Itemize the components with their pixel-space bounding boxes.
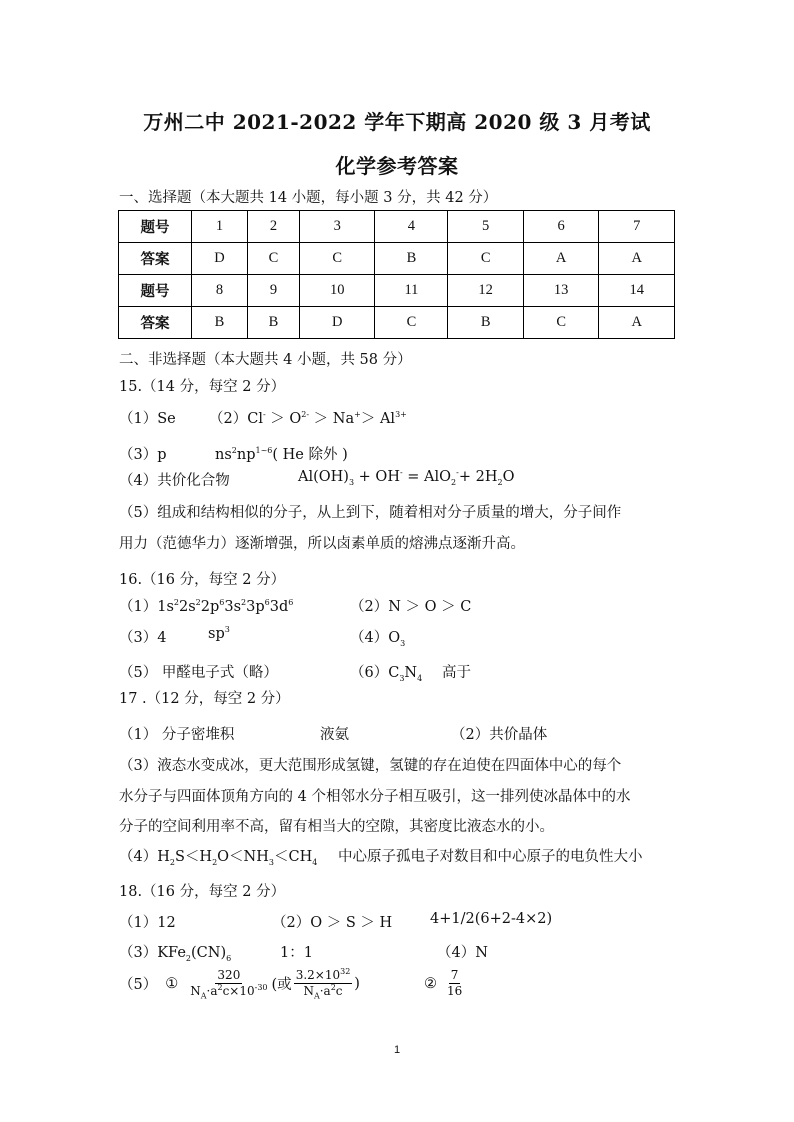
q18-answer-2b: 4+1/2(6+2-4×2) — [430, 911, 553, 927]
table-row — [119, 211, 675, 243]
table-row — [119, 243, 675, 275]
answer-cell: C — [448, 243, 524, 275]
q15-heading: 15.（14 分，每空 2 分） — [119, 379, 286, 395]
q17-heading: 17 .（12 分，每空 2 分） — [119, 691, 290, 707]
answer-cell: C — [523, 307, 599, 339]
row-header: 题号 — [119, 275, 192, 307]
q15-answer-4a: （4）共价化合物 — [119, 473, 230, 489]
q18-answer-1: （1）12 — [119, 915, 176, 931]
q15-answer-3a: （3）p — [119, 447, 167, 463]
answer-cell: B — [192, 307, 248, 339]
question-number: 10 — [299, 275, 375, 307]
row-header: 答案 — [119, 243, 192, 275]
q18-answer-3b: 1：1 — [280, 945, 313, 961]
part2-heading: 二、非选择题（本大题共 4 小题，共 58 分） — [119, 352, 412, 368]
q15-answer-1: （1）Se — [119, 411, 176, 427]
question-number: 8 — [192, 275, 248, 307]
q16-answer-6: $(6)C_3N_4$ — [350, 665, 423, 683]
question-number: 2 — [247, 211, 299, 243]
question-number: 9 — [247, 275, 299, 307]
answer-cell: B — [375, 243, 448, 275]
q18-answer-2: （2）O ＞ S ＞ H — [272, 915, 393, 931]
q18-heading: 18.（16 分，每空 2 分） — [119, 884, 286, 900]
answer-cell: C — [247, 243, 299, 275]
question-number: 7 — [599, 211, 675, 243]
ratio-fraction: $\frac{7}{16}$ — [446, 968, 463, 998]
question-number: 4 — [375, 211, 448, 243]
q16-answer-6b: 高于 — [442, 665, 471, 681]
question-number: 3 — [299, 211, 375, 243]
answer-table — [118, 210, 675, 339]
exam-title: 万州二中 2021-2022 学年下期高 2020 级 3 月考试 — [143, 110, 651, 134]
answer-cell: D — [192, 243, 248, 275]
row-header: 答案 — [119, 307, 192, 339]
q17-answer-2: （2）共价晶体 — [451, 727, 548, 743]
q18-answer-3a: $(3)KFe_2(CN)_6$ — [119, 945, 232, 963]
row-header: 题号 — [119, 211, 192, 243]
answer-cell: A — [599, 307, 675, 339]
q16-answer-3a: （3）4 — [119, 630, 167, 646]
q16-answer-2: （2）N ＞ O ＞ C — [350, 599, 472, 615]
density-fraction: $\frac{320}{N_A\cdot a^2c\times 10^{-30}}$ — [190, 968, 268, 1001]
q17-answer-3-line1: （3）液态水变成冰，更大范围形成氢键，氢键的存在迫使在四面体中心的每个 — [119, 758, 622, 774]
q16-answer-5: （5） 甲醛电子式（略） — [119, 665, 278, 681]
q17-answer-1b: 液氨 — [320, 727, 349, 743]
question-number: 6 — [523, 211, 599, 243]
q17-answer-4b: 中心原子孤电子对数目和中心原子的电负性大小 — [338, 849, 643, 865]
q15-answer-5-line2: 用力（范德华力）逐渐增强，所以卤素单质的熔沸点逐渐升高。 — [119, 536, 525, 552]
q16-heading: 16.（16 分，每空 2 分） — [119, 572, 286, 588]
q18-answer-4: （4）N — [437, 945, 488, 961]
question-number: 12 — [448, 275, 524, 307]
q15-answer-5-line1: （5）组成和结构相似的分子，从上到下，随着相对分子质量的增大，分子间作 — [119, 505, 622, 521]
page-number: 1 — [393, 1044, 401, 1056]
answer-cell: B — [247, 307, 299, 339]
answer-cell: A — [599, 243, 675, 275]
question-number: 5 — [448, 211, 524, 243]
q15-answer-4b: $Al(OH)_3 + OH^- = AlO_2^-+ 2H_2O$ — [298, 468, 515, 487]
question-number: 13 — [523, 275, 599, 307]
answer-cell: A — [523, 243, 599, 275]
table-row — [119, 275, 675, 307]
density-fraction-alt: $\frac{3.2\times 10^{32}}{N_A\cdot a^2c}$ — [295, 967, 351, 1001]
q17-answer-1a: （1） 分子密堆积 — [119, 727, 235, 743]
q15-answer-3b: $ns^2np^{1\sim 6}$( He 除外 ) — [215, 446, 348, 463]
q16-answer-1: $(1)1s^22s^22p^63s^23p^63d^6$ — [119, 598, 294, 615]
q17-answer-3-line3: 分子的空间利用率不高，留有相当大的空隙，其密度比液态水的小。 — [119, 819, 554, 835]
answer-cell: D — [299, 307, 375, 339]
answer-cell: B — [448, 307, 524, 339]
question-number: 1 — [192, 211, 248, 243]
part1-heading: 一、选择题（本大题共 14 小题，每小题 3 分，共 42 分） — [119, 190, 498, 206]
question-number: 11 — [375, 275, 448, 307]
answer-cell: C — [375, 307, 448, 339]
q16-answer-3b: $sp^3$ — [208, 625, 230, 642]
table-row — [119, 307, 675, 339]
answer-cell: C — [299, 243, 375, 275]
q15-answer-2: $(2)Cl^- > O^{2-} > Na^+> Al^{3+}$ — [209, 410, 407, 427]
answer-key-subtitle: 化学参考答案 — [335, 154, 459, 178]
q17-answer-4a: $(4)H_2S<H_2O<NH_3<CH_4$ — [119, 849, 318, 867]
q18-answer-5: （5） ① $\frac{320}{N_A\cdot a^2c\times 10^{-30}}$ (或 $\frac{3.2\times 10^{32}}{N_A\cdot a^2c}$ ) ② $\frac{7}{16}$ — [119, 967, 463, 1001]
q17-answer-3-line2: 水分子与四面体顶角方向的 4 个相邻水分子相互吸引，这一排列使冰晶体中的水 — [119, 789, 631, 805]
q16-answer-4: $(4)O_3$ — [350, 630, 406, 648]
question-number: 14 — [599, 275, 675, 307]
